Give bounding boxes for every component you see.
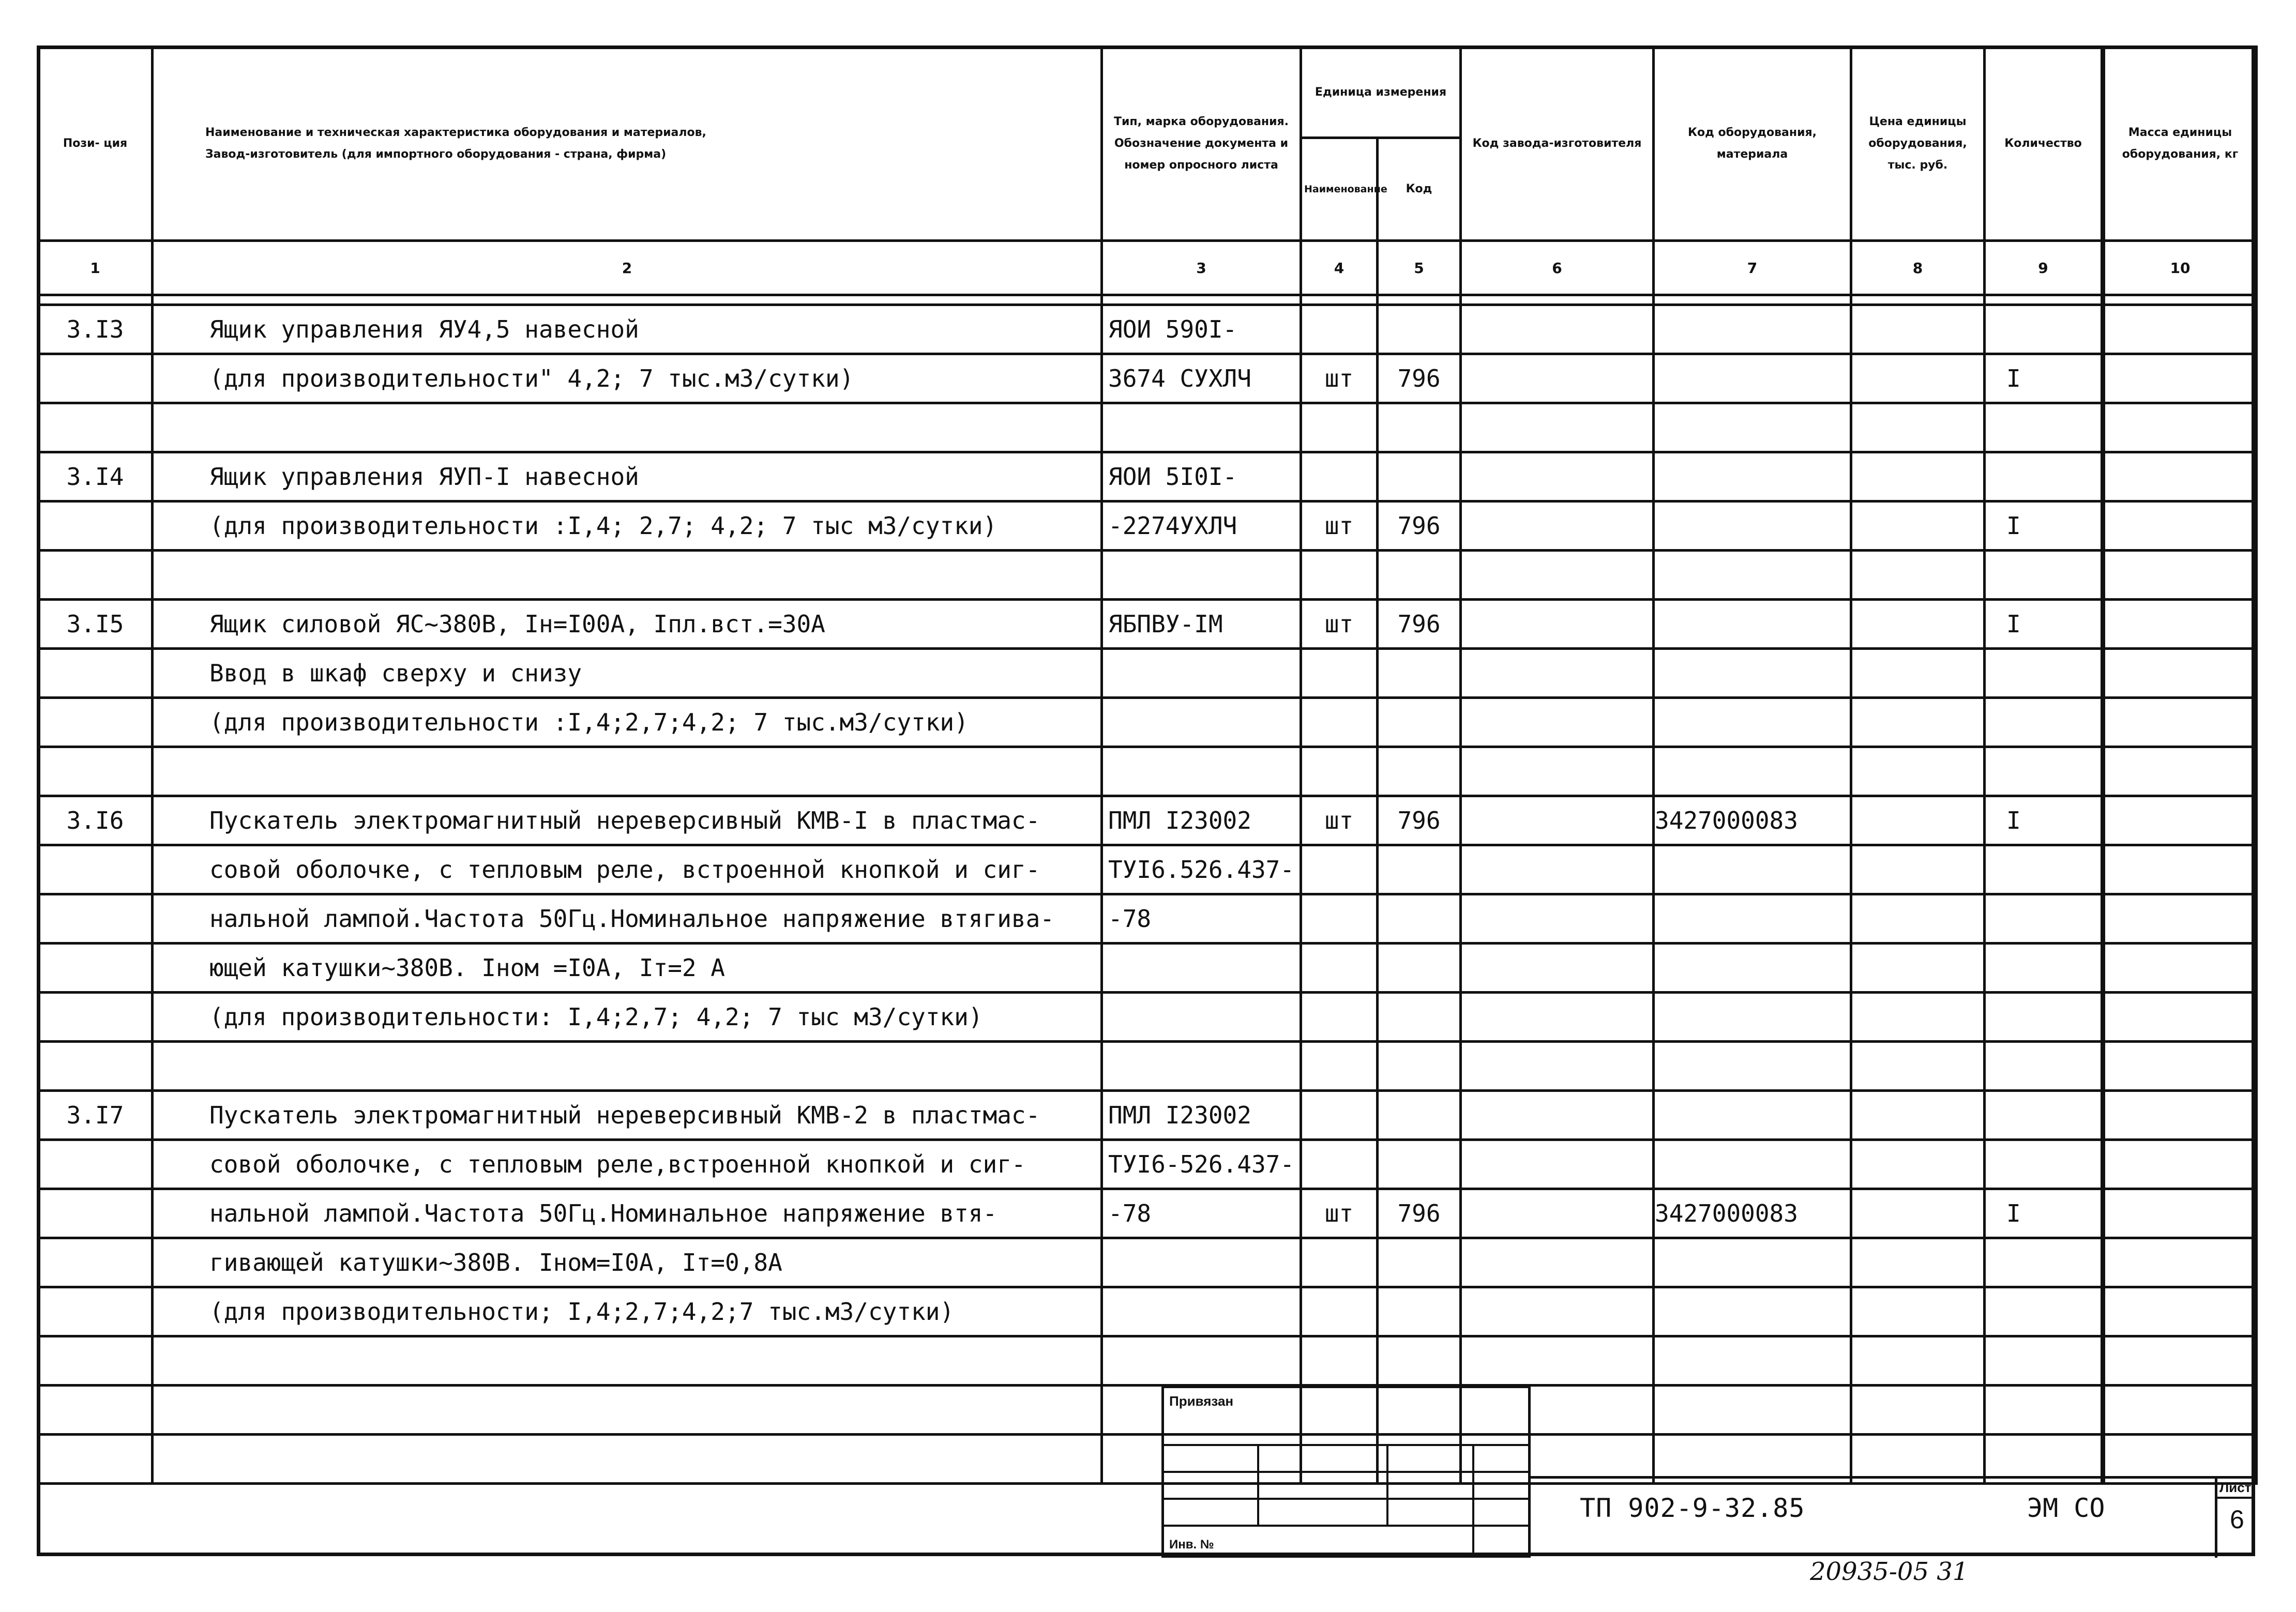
row-position — [38, 403, 153, 452]
row-equipment-code — [1654, 993, 1851, 1042]
row-price — [1851, 747, 1985, 796]
row-manufacturer-code — [1461, 698, 1654, 747]
row-equipment-code — [1654, 600, 1851, 649]
row-position — [38, 649, 153, 698]
row-price — [1851, 698, 1985, 747]
row-manufacturer-code — [1461, 354, 1654, 403]
row-type: ЯОИ 590I- — [1102, 305, 1301, 354]
row-quantity — [1985, 993, 2103, 1042]
row-manufacturer-code — [1461, 600, 1654, 649]
row-manufacturer-code — [1461, 1287, 1654, 1336]
row-unit — [1301, 1287, 1378, 1336]
row-unit-code — [1378, 452, 1461, 501]
row-unit-code: 796 — [1378, 600, 1461, 649]
row-name: нальной лампой.Частота 50Гц.Номинальное напряжение втягива- — [153, 894, 1102, 944]
section-code: ЭМ СО — [2027, 1493, 2105, 1523]
row-name: Ввод в шкаф сверху и снизу — [153, 649, 1102, 698]
row-manufacturer-code — [1461, 993, 1654, 1042]
row-type — [1102, 993, 1301, 1042]
col-number: 2 — [153, 241, 1102, 295]
row-manufacturer-code — [1461, 501, 1654, 551]
row-manufacturer-code — [1461, 845, 1654, 894]
row-price — [1851, 305, 1985, 354]
row-unit-code — [1378, 1042, 1461, 1091]
stamp-line — [1257, 1444, 1259, 1525]
sheet-label: Лист — [2219, 1480, 2252, 1495]
row-unit-code — [1378, 698, 1461, 747]
row-name — [153, 1336, 1102, 1386]
row-unit-code — [1378, 747, 1461, 796]
header-name-line2: Завод-изготовитель (для импортного оборудования - страна, фирма) — [205, 148, 667, 161]
row-position — [38, 551, 153, 600]
header-name-line1: Наименование и техническая характеристика оборудования и материалов, — [205, 126, 706, 140]
row-mass — [2103, 1287, 2257, 1336]
row-equipment-code — [1654, 501, 1851, 551]
row-type: ПМЛ I23002 — [1102, 796, 1301, 845]
row-price — [1851, 1336, 1985, 1386]
row-quantity — [1985, 403, 2103, 452]
table-row — [38, 600, 2257, 649]
row-quantity — [1985, 698, 2103, 747]
table-row — [38, 1386, 2257, 1435]
row-unit-code — [1378, 845, 1461, 894]
document-number: ТП 902-9-32.85 — [1580, 1493, 1805, 1523]
col-number: 7 — [1654, 241, 1851, 295]
row-name: ющей катушки~380В. Iном =I0А, Iт=2 А — [153, 944, 1102, 993]
row-equipment-code — [1654, 747, 1851, 796]
row-quantity — [1985, 452, 2103, 501]
row-price — [1851, 993, 1985, 1042]
row-mass — [2103, 993, 2257, 1042]
row-price — [1851, 403, 1985, 452]
row-position — [38, 698, 153, 747]
row-name: Ящик управления ЯУП-I навесной — [153, 452, 1102, 501]
row-price — [1851, 1140, 1985, 1189]
col-number: 6 — [1461, 241, 1654, 295]
row-unit-code — [1378, 993, 1461, 1042]
row-price — [1851, 354, 1985, 403]
row-unit — [1301, 649, 1378, 698]
header-manufacturer-code: Код завода-изготовителя — [1461, 47, 1654, 241]
header-position: Пози- ция — [38, 47, 153, 241]
header-unit-group: Единица измерения — [1301, 47, 1461, 138]
row-quantity — [1985, 894, 2103, 944]
row-unit — [1301, 894, 1378, 944]
table-row — [38, 551, 2257, 600]
row-unit-code — [1378, 1238, 1461, 1287]
row-type: 3674 СУХЛЧ — [1102, 354, 1301, 403]
row-position: 3.I6 — [38, 796, 153, 845]
binding-stamp — [1161, 1386, 1531, 1558]
row-equipment-code — [1654, 845, 1851, 894]
row-unit: шт — [1301, 501, 1378, 551]
header-quantity: Количество — [1985, 47, 2103, 241]
row-unit-code: 796 — [1378, 354, 1461, 403]
row-name: нальной лампой.Частота 50Гц.Номинальное напряжение втя- — [153, 1189, 1102, 1238]
header-unit-name: Наименование — [1301, 138, 1378, 241]
row-quantity — [1985, 1238, 2103, 1287]
row-name: гивающей катушки~380В. Iном=I0А, Iт=0,8А — [153, 1238, 1102, 1287]
row-manufacturer-code — [1461, 1140, 1654, 1189]
row-position — [38, 1189, 153, 1238]
row-manufacturer-code — [1461, 796, 1654, 845]
row-type: ПМЛ I23002 — [1102, 1091, 1301, 1140]
header-name — [153, 47, 1102, 241]
row-equipment-code: 3427000083 — [1654, 1189, 1851, 1238]
table-row — [38, 649, 2257, 698]
row-unit-code — [1378, 403, 1461, 452]
row-unit: шт — [1301, 600, 1378, 649]
row-unit-code — [1378, 1287, 1461, 1336]
row-type: ЯБПВУ-IМ — [1102, 600, 1301, 649]
row-mass — [2103, 551, 2257, 600]
row-name: (для производительности; I,4;2,7;4,2;7 тыс.м3/сутки) — [153, 1287, 1102, 1336]
row-type — [1102, 1336, 1301, 1386]
row-price — [1851, 452, 1985, 501]
row-unit: шт — [1301, 796, 1378, 845]
row-mass — [2103, 1238, 2257, 1287]
sheet-number: 6 — [2230, 1505, 2244, 1534]
archive-number: 20935-05 31 — [1810, 1557, 1969, 1586]
row-position — [38, 1042, 153, 1091]
row-equipment-code — [1654, 1238, 1851, 1287]
row-quantity: I — [1985, 1189, 2103, 1238]
row-unit-code: 796 — [1378, 1189, 1461, 1238]
row-manufacturer-code — [1461, 1336, 1654, 1386]
row-type: ТУI6.526.437- — [1102, 845, 1301, 894]
row-unit-code — [1378, 1140, 1461, 1189]
row-name: совой оболочке, с тепловым реле,встроенной кнопкой и сиг- — [153, 1140, 1102, 1189]
row-mass — [2103, 747, 2257, 796]
stamp-line — [1472, 1444, 1474, 1558]
table-row — [38, 1238, 2257, 1287]
row-manufacturer-code — [1461, 452, 1654, 501]
row-unit — [1301, 551, 1378, 600]
row-mass — [2103, 1336, 2257, 1386]
row-manufacturer-code — [1461, 944, 1654, 993]
stamp-line — [1386, 1444, 1388, 1525]
table-row — [38, 305, 2257, 354]
row-position — [38, 1140, 153, 1189]
table-row — [38, 1287, 2257, 1336]
row-equipment-code — [1654, 403, 1851, 452]
row-equipment-code — [1654, 305, 1851, 354]
row-name — [153, 1435, 1102, 1484]
row-mass — [2103, 354, 2257, 403]
row-price — [1851, 600, 1985, 649]
row-position — [38, 1287, 153, 1336]
row-manufacturer-code — [1461, 551, 1654, 600]
row-position: 3.I3 — [38, 305, 153, 354]
row-quantity — [1985, 747, 2103, 796]
table-row — [38, 698, 2257, 747]
row-price — [1851, 894, 1985, 944]
row-price — [1851, 1386, 1985, 1435]
row-mass — [2103, 600, 2257, 649]
row-position — [38, 894, 153, 944]
row-unit — [1301, 698, 1378, 747]
row-price — [1851, 551, 1985, 600]
row-price — [1851, 1238, 1985, 1287]
row-quantity — [1985, 1091, 2103, 1140]
row-mass — [2103, 649, 2257, 698]
row-type — [1102, 1287, 1301, 1336]
row-quantity: I — [1985, 796, 2103, 845]
row-manufacturer-code — [1461, 305, 1654, 354]
row-manufacturer-code — [1461, 1238, 1654, 1287]
row-manufacturer-code — [1461, 403, 1654, 452]
row-quantity — [1985, 305, 2103, 354]
row-mass — [2103, 403, 2257, 452]
row-unit — [1301, 403, 1378, 452]
row-quantity — [1985, 1140, 2103, 1189]
row-unit — [1301, 1042, 1378, 1091]
row-price — [1851, 649, 1985, 698]
row-name: (для производительности :I,4; 2,7; 4,2; 7 тыс м3/сутки) — [153, 501, 1102, 551]
row-equipment-code — [1654, 1042, 1851, 1091]
row-position — [38, 1336, 153, 1386]
row-equipment-code — [1654, 1336, 1851, 1386]
row-position — [38, 747, 153, 796]
row-mass — [2103, 501, 2257, 551]
table-row — [38, 1189, 2257, 1238]
table-row — [38, 747, 2257, 796]
row-price — [1851, 944, 1985, 993]
table-row — [38, 944, 2257, 993]
row-name: Пускатель электромагнитный нереверсивный КМВ-I в пластмас- — [153, 796, 1102, 845]
row-equipment-code — [1654, 1140, 1851, 1189]
row-type: -78 — [1102, 894, 1301, 944]
row-type — [1102, 698, 1301, 747]
row-quantity — [1985, 1336, 2103, 1386]
row-equipment-code — [1654, 1287, 1851, 1336]
row-unit — [1301, 993, 1378, 1042]
row-type — [1102, 747, 1301, 796]
row-name: Ящик управления ЯУ4,5 навесной — [153, 305, 1102, 354]
row-quantity: I — [1985, 354, 2103, 403]
row-unit: шт — [1301, 1189, 1378, 1238]
row-mass — [2103, 698, 2257, 747]
col-number: 9 — [1985, 241, 2103, 295]
row-mass — [2103, 452, 2257, 501]
row-name — [153, 1386, 1102, 1435]
row-name: (для производительности :I,4;2,7;4,2; 7 тыс.м3/сутки) — [153, 698, 1102, 747]
row-unit-code — [1378, 649, 1461, 698]
row-mass — [2103, 1140, 2257, 1189]
row-mass — [2103, 1189, 2257, 1238]
row-position: 3.I7 — [38, 1091, 153, 1140]
table-row — [38, 403, 2257, 452]
row-unit-code — [1378, 1336, 1461, 1386]
row-equipment-code — [1654, 1091, 1851, 1140]
row-position — [38, 993, 153, 1042]
col-number: 1 — [38, 241, 153, 295]
table-row — [38, 452, 2257, 501]
row-mass — [2103, 305, 2257, 354]
row-equipment-code: 3427000083 — [1654, 796, 1851, 845]
row-manufacturer-code — [1461, 1091, 1654, 1140]
row-name: Ящик силовой ЯС~380В, Iн=I00А, Iпл.вст.=30А — [153, 600, 1102, 649]
row-unit: шт — [1301, 354, 1378, 403]
row-price — [1851, 1042, 1985, 1091]
row-quantity — [1985, 1042, 2103, 1091]
row-mass — [2103, 894, 2257, 944]
table-row — [38, 1091, 2257, 1140]
row-quantity — [1985, 551, 2103, 600]
row-equipment-code — [1654, 698, 1851, 747]
row-equipment-code — [1654, 944, 1851, 993]
row-unit — [1301, 944, 1378, 993]
row-type: ЯОИ 5I0I- — [1102, 452, 1301, 501]
header-price: Цена единицы оборудования, тыс. руб. — [1851, 47, 1985, 241]
row-quantity — [1985, 944, 2103, 993]
row-mass — [2103, 1386, 2257, 1435]
row-name — [153, 747, 1102, 796]
header-mass: Масса единицы оборудования, кг — [2103, 47, 2257, 241]
row-quantity — [1985, 649, 2103, 698]
row-equipment-code — [1654, 452, 1851, 501]
col-number: 10 — [2103, 241, 2257, 295]
stamp-title: Привязан — [1169, 1393, 1234, 1409]
row-equipment-code — [1654, 1386, 1851, 1435]
row-manufacturer-code — [1461, 1042, 1654, 1091]
row-type — [1102, 1238, 1301, 1287]
stamp-inventory-label: Инв. № — [1169, 1538, 1214, 1552]
row-price — [1851, 796, 1985, 845]
col-number: 8 — [1851, 241, 1985, 295]
row-name: (для производительности: I,4;2,7; 4,2; 7 тыс м3/сутки) — [153, 993, 1102, 1042]
row-mass — [2103, 845, 2257, 894]
row-unit — [1301, 1091, 1378, 1140]
row-manufacturer-code — [1461, 649, 1654, 698]
row-unit-code — [1378, 551, 1461, 600]
row-unit — [1301, 747, 1378, 796]
row-type: -78 — [1102, 1189, 1301, 1238]
table-row — [38, 501, 2257, 551]
row-quantity — [1985, 1287, 2103, 1336]
row-position — [38, 1238, 153, 1287]
row-unit — [1301, 845, 1378, 894]
row-name: совой оболочке, с тепловым реле, встроенной кнопкой и сиг- — [153, 845, 1102, 894]
row-unit-code — [1378, 1091, 1461, 1140]
row-position: 3.I5 — [38, 600, 153, 649]
row-manufacturer-code — [1461, 1189, 1654, 1238]
row-quantity: I — [1985, 501, 2103, 551]
row-position — [38, 501, 153, 551]
row-position: 3.I4 — [38, 452, 153, 501]
row-quantity — [1985, 1386, 2103, 1435]
row-type — [1102, 649, 1301, 698]
row-equipment-code — [1654, 551, 1851, 600]
row-equipment-code — [1654, 894, 1851, 944]
row-mass — [2103, 944, 2257, 993]
row-name: (для производительности" 4,2; 7 тыс.м3/сутки) — [153, 354, 1102, 403]
row-type — [1102, 944, 1301, 993]
row-type — [1102, 403, 1301, 452]
table-row — [38, 993, 2257, 1042]
row-unit — [1301, 305, 1378, 354]
row-type — [1102, 551, 1301, 600]
row-quantity — [1985, 845, 2103, 894]
specification-table — [37, 45, 2258, 1485]
row-mass — [2103, 1091, 2257, 1140]
row-position — [38, 845, 153, 894]
table-row — [38, 894, 2257, 944]
row-type — [1102, 1042, 1301, 1091]
row-position — [38, 944, 153, 993]
col-number: 4 — [1301, 241, 1378, 295]
row-mass — [2103, 796, 2257, 845]
row-name — [153, 403, 1102, 452]
row-unit-code: 796 — [1378, 501, 1461, 551]
row-quantity: I — [1985, 600, 2103, 649]
header-equipment-code: Код оборудования, материала — [1654, 47, 1851, 241]
row-unit-code — [1378, 944, 1461, 993]
table-row — [38, 1140, 2257, 1189]
col-number: 3 — [1102, 241, 1301, 295]
row-name: Пускатель электромагнитный нереверсивный КМВ-2 в пластмас- — [153, 1091, 1102, 1140]
header-type: Тип, марка оборудования. Обозначение документа и номер опросного листа — [1102, 47, 1301, 241]
header-unit-code: Код — [1378, 138, 1461, 241]
row-unit — [1301, 1140, 1378, 1189]
row-equipment-code — [1654, 649, 1851, 698]
row-unit-code — [1378, 305, 1461, 354]
table-row — [38, 796, 2257, 845]
row-position — [38, 354, 153, 403]
row-manufacturer-code — [1461, 747, 1654, 796]
sheet-box-divider — [2215, 1497, 2255, 1499]
row-position — [38, 1386, 153, 1435]
row-unit-code — [1378, 894, 1461, 944]
col-number: 5 — [1378, 241, 1461, 295]
row-mass — [2103, 1042, 2257, 1091]
row-name — [153, 551, 1102, 600]
table-row — [38, 845, 2257, 894]
row-price — [1851, 845, 1985, 894]
row-unit — [1301, 1238, 1378, 1287]
row-equipment-code — [1654, 354, 1851, 403]
row-unit — [1301, 1336, 1378, 1386]
row-type: -2274УХЛЧ — [1102, 501, 1301, 551]
table-row — [38, 1336, 2257, 1386]
table-row — [38, 1042, 2257, 1091]
row-unit-code: 796 — [1378, 796, 1461, 845]
row-position — [38, 1435, 153, 1484]
row-type: ТУI6-526.437- — [1102, 1140, 1301, 1189]
row-price — [1851, 1287, 1985, 1336]
row-unit — [1301, 452, 1378, 501]
row-manufacturer-code — [1461, 894, 1654, 944]
row-price — [1851, 1091, 1985, 1140]
row-name — [153, 1042, 1102, 1091]
row-price — [1851, 1189, 1985, 1238]
row-price — [1851, 501, 1985, 551]
table-row — [38, 354, 2257, 403]
